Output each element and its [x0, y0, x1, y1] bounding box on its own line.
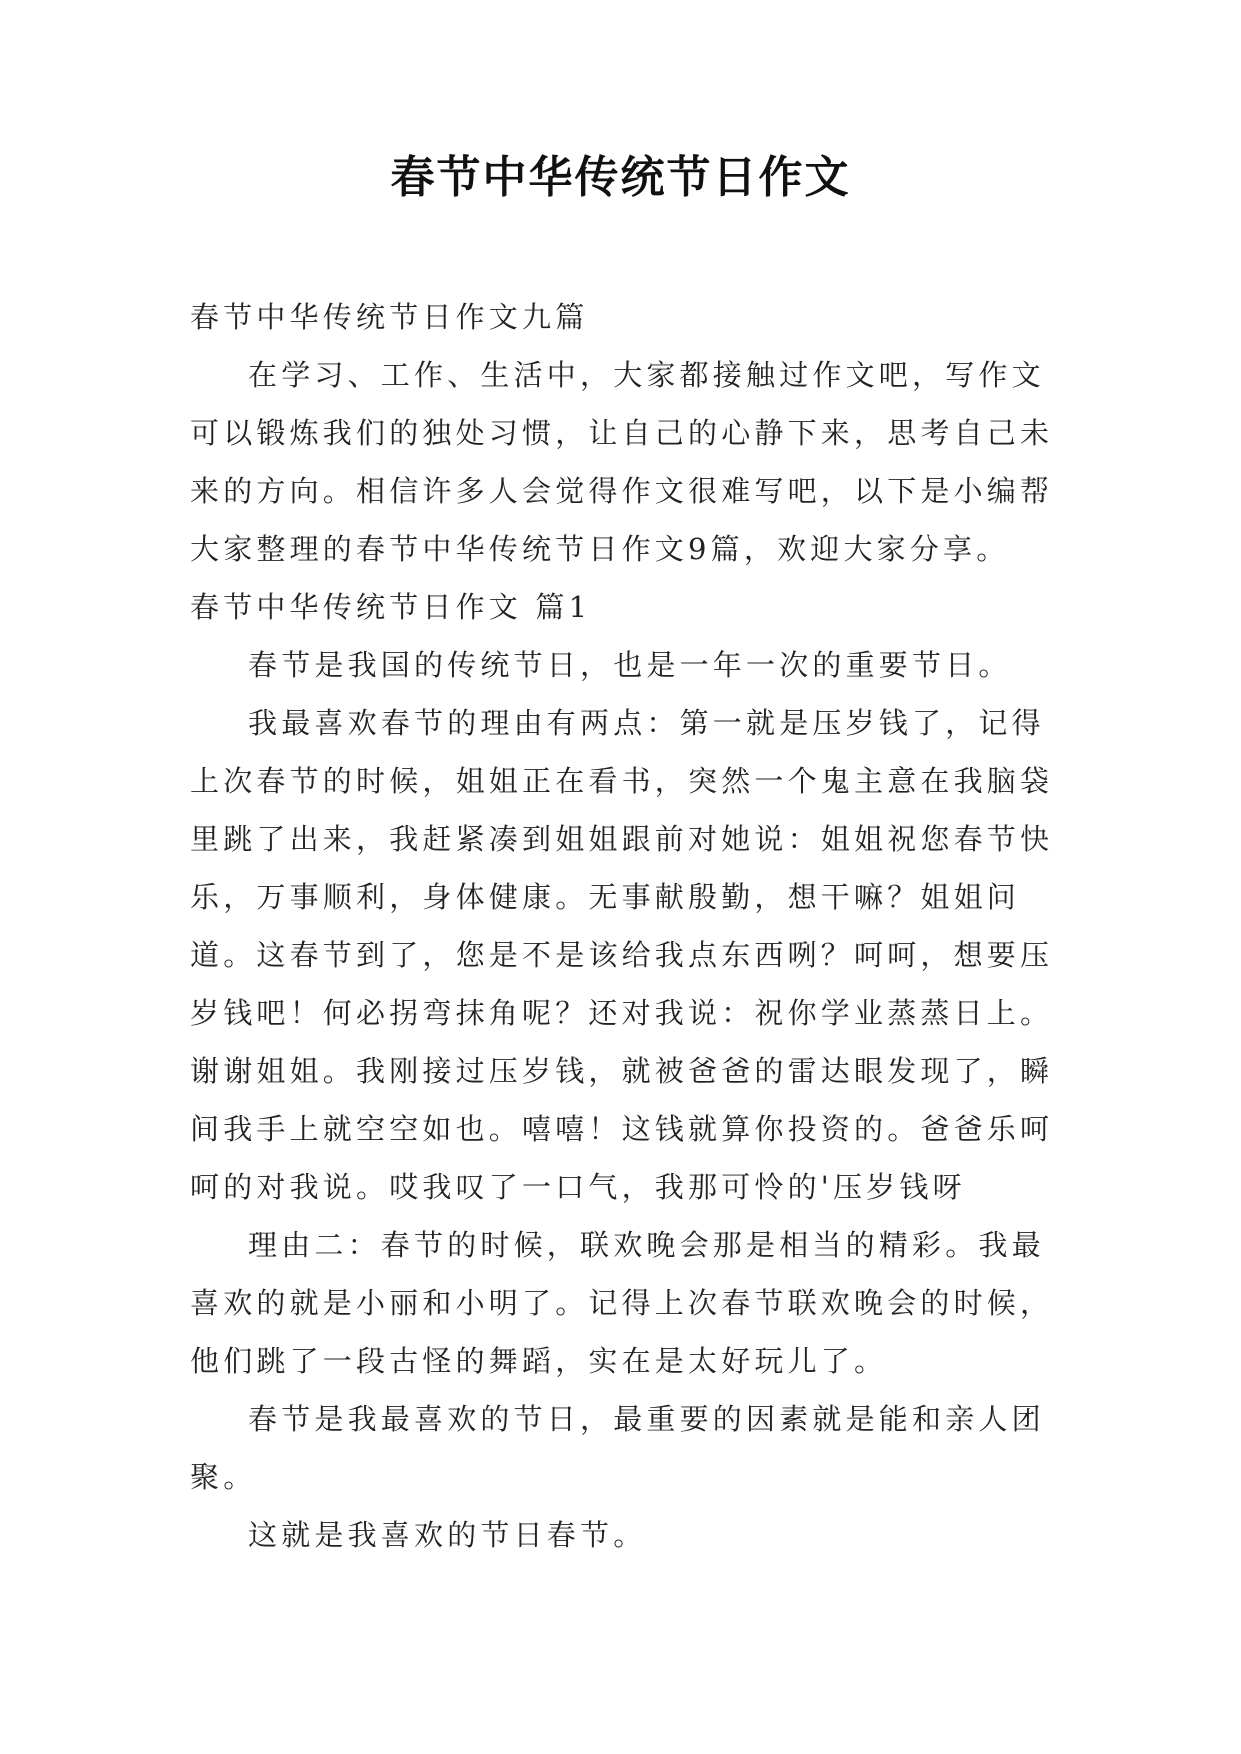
body-paragraph: 理由二：春节的时候，联欢晚会那是相当的精彩。我最喜欢的就是小丽和小明了。记得上次春节联欢晚会的时候，他们跳了一段古怪的舞蹈，实在是太好玩儿了。 [190, 1228, 1054, 1378]
section-heading: 春节中华传统节日作文 篇1 [190, 590, 592, 624]
body-paragraph: 我最喜欢春节的理由有两点：第一就是压岁钱了，记得上次春节的时候，姐姐正在看书，突然一个鬼主意在我脑袋里跳了出来，我赶紧凑到姐姐跟前对她说：姐姐祝您春节快乐，万事顺利，身体健康。无事献殷勤，想干嘛？姐姐问道。这春节到了，您是不是该给我点东西咧？呵呵，想要压岁钱吧！何必拐弯抹角呢？还对我说：祝你学业蒸蒸日上。谢谢姐姐。我刚接过压岁钱，就被爸爸的雷达眼发现了，瞬间我手上就空空如也。嘻嘻！这钱就算你投资的。爸爸乐呵呵的对我说。哎我叹了一口气，我那可怜的'压岁钱呀 [190, 706, 1054, 1204]
body-paragraph: 春节是我最喜欢的节日，最重要的因素就是能和亲人团聚。 [190, 1402, 1045, 1494]
body-paragraph: 这就是我喜欢的节日春节。 [248, 1518, 647, 1552]
document-title: 春节中华传统节日作文 [390, 152, 851, 203]
body-paragraph: 春节是我国的传统节日，也是一年一次的重要节日。 [248, 648, 1012, 682]
document-body [190, 288, 1060, 1564]
intro-paragraph: 在学习、工作、生活中，大家都接触过作文吧，写作文可以锻炼我们的独处习惯，让自己的心静下来，思考自己未来的方向。相信许多人会觉得作文很难写吧，以下是小编帮大家整理的春节中华传统节日作文9篇，欢迎大家分享。 [190, 358, 1054, 566]
document-subtitle: 春节中华传统节日作文九篇 [190, 300, 589, 334]
